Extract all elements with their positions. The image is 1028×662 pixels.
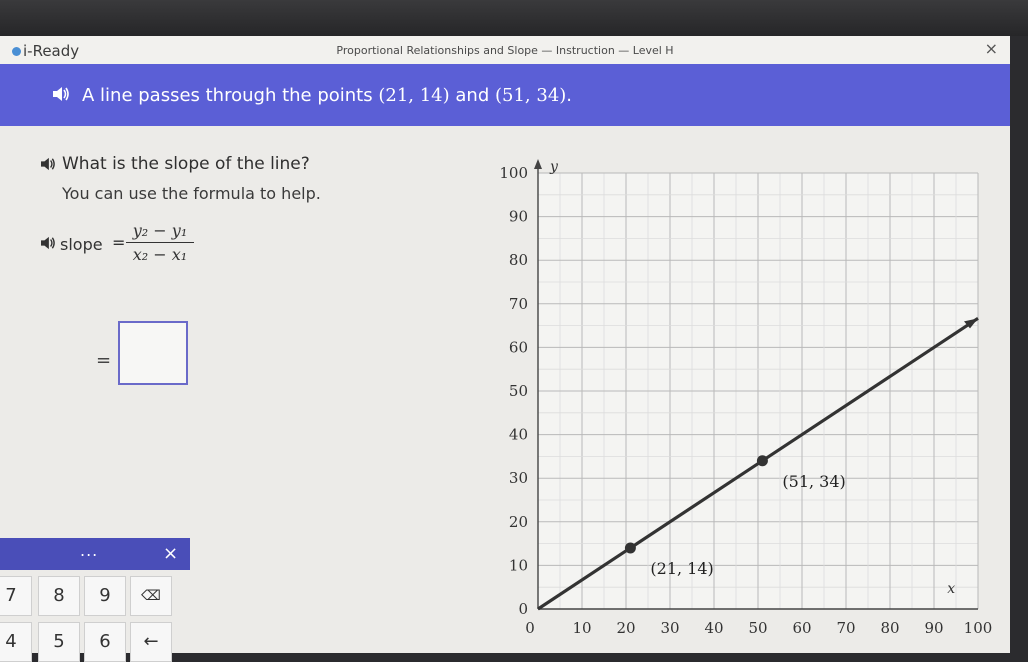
origin-label: 0 — [525, 619, 535, 637]
x-tick-label: 80 — [880, 619, 900, 637]
key-9[interactable]: 9 — [84, 576, 126, 616]
formula-numerator: y₂ − y₁ — [126, 221, 194, 243]
speaker-icon[interactable] — [52, 86, 70, 106]
key-4[interactable]: 4 — [0, 622, 32, 662]
key-6[interactable]: 6 — [84, 622, 126, 662]
prompt-text — [82, 85, 572, 106]
x-tick-label: 10 — [572, 619, 592, 637]
x-tick-label: 50 — [748, 619, 768, 637]
logo-text: i-Ready — [23, 42, 80, 60]
x-tick-label: 40 — [704, 619, 724, 637]
y-tick-label: 0 — [518, 600, 528, 618]
y-tick-label: 20 — [508, 512, 528, 531]
x-tick-label: 100 — [963, 619, 993, 637]
answer-input[interactable] — [118, 321, 188, 385]
keypad-header — [0, 538, 190, 570]
key-8[interactable]: 8 — [38, 576, 80, 616]
keypad-close-icon[interactable]: × — [163, 543, 179, 564]
prompt-and: and — [455, 85, 490, 106]
speaker-icon[interactable] — [40, 235, 56, 254]
key-7[interactable]: 7 — [0, 576, 32, 616]
answer-equals: = — [96, 350, 112, 371]
formula-denominator: x₂ − x₁ — [132, 245, 188, 264]
prompt-banner — [0, 64, 1010, 126]
y-tick-label: 100 — [499, 164, 528, 182]
data-point-label: (51, 34) — [782, 471, 846, 491]
y-tick-label: 40 — [508, 425, 528, 444]
coordinate-graph — [490, 131, 1000, 653]
key-5[interactable]: 5 — [38, 622, 80, 662]
question-row — [40, 154, 310, 176]
close-icon[interactable]: × — [984, 39, 998, 58]
formula-fraction — [126, 221, 194, 264]
data-point — [625, 542, 636, 553]
app-window — [0, 36, 1010, 653]
lesson-content — [0, 126, 1010, 653]
prompt-point-2: (51, 34) — [495, 85, 567, 106]
window-top-band — [0, 0, 1028, 36]
backspace-icon[interactable]: ⌫ — [130, 576, 172, 616]
x-tick-label: 20 — [616, 619, 636, 637]
prompt-lead: A line passes through the points — [82, 85, 373, 106]
y-tick-label: 80 — [508, 251, 528, 270]
y-axis-label: y — [550, 159, 558, 175]
data-point — [757, 455, 768, 466]
number-keypad — [0, 538, 190, 653]
x-tick-label: 30 — [660, 619, 680, 637]
y-tick-label: 70 — [508, 294, 528, 313]
prompt-point-1: (21, 14) — [378, 85, 450, 106]
x-tick-label: 60 — [792, 619, 812, 637]
formula-word: slope — [60, 235, 103, 254]
y-tick-label: 60 — [508, 338, 528, 357]
lesson-title: Proportional Relationships and Slope — Instruction — Level H — [336, 44, 674, 57]
speaker-icon[interactable] — [40, 156, 56, 176]
prompt-end: . — [566, 85, 573, 106]
helper-text: You can use the formula to help. — [62, 184, 321, 203]
y-tick-label: 30 — [508, 469, 528, 488]
question-text: What is the slope of the line? — [62, 154, 310, 174]
left-arrow-icon[interactable]: ← — [130, 622, 172, 662]
y-tick-label: 50 — [508, 382, 528, 400]
title-bar — [0, 36, 1010, 65]
x-tick-label: 70 — [836, 619, 856, 637]
y-tick-label: 90 — [508, 207, 528, 226]
keypad-menu-button[interactable]: ... — [80, 541, 99, 560]
y-axis-arrow — [534, 159, 542, 169]
y-tick-label: 10 — [508, 556, 528, 575]
formula-equals: = — [112, 233, 126, 252]
graph-svg — [490, 131, 1000, 653]
x-tick-label: 90 — [924, 619, 944, 637]
data-point-label: (21, 14) — [650, 558, 714, 578]
x-axis-label: x — [947, 581, 956, 597]
